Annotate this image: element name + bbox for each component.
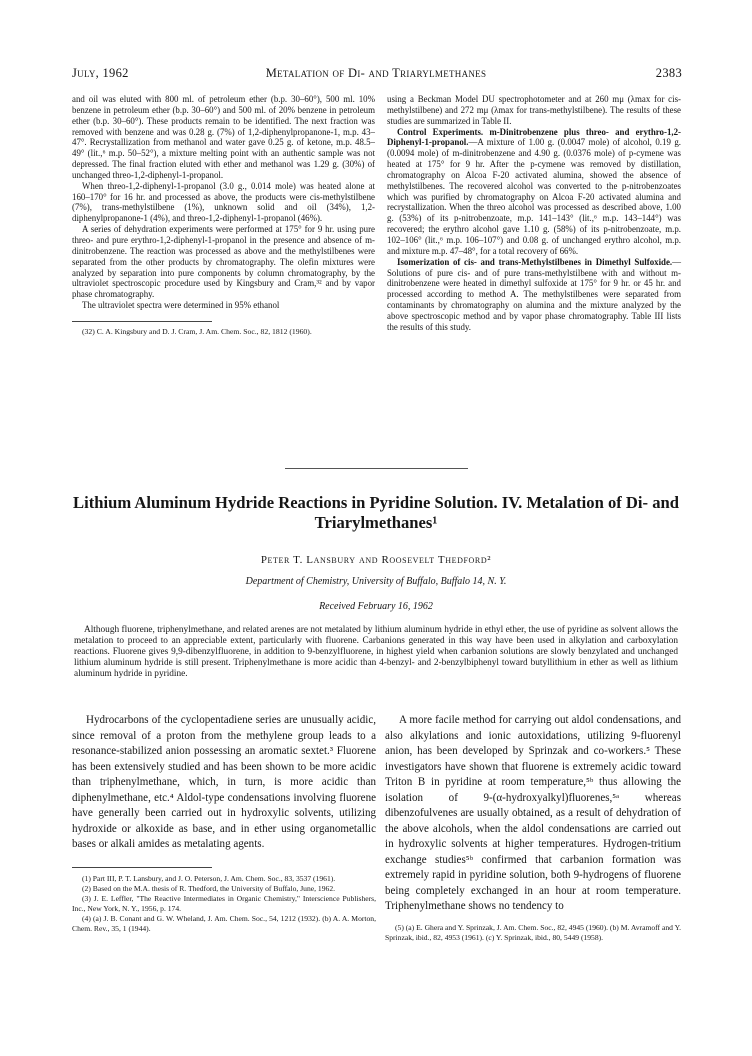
paragraph-text: —Solutions of pure cis- and of pure trans-methylstilbene with and without m-dinitrobenzene were heated in dimethyl sulfoxide at 175° for 9 hr. or 45 hr. and processed according to method A. The methylstilbenes were separated from contaminants by chromatography on alumina and the mixture analyzed by the above spectroscopic method and by vapor phase chromatography. Table III lists the results of this study. (387, 256, 681, 332)
section-heading: Isomerization of cis- and trans-Methylstilbenes in Dimethyl Sulfoxide. (397, 256, 673, 267)
paragraph-text: —A mixture of 1.00 g. (0.0047 mole) of alcohol, 0.19 g. (0.0094 mole) of m-dinitrobenzene and 4.90 g. (0.0376 mole) of p-cymene was heated at 175° for 9 hr. After the p-cymene was removed by distillation, chromatography on Alcoa F-20 activated alumina, showed the absence of methylstilbenes. The recovered alcohol was converted to the p-nitrobenzoates which was purified by chromatography on Alcoa F-20 activated alumina and recrystallization. When the threo alcohol was processed as described above, 1.00 g. (53%) of its p-nitrobenzoate, m.p. 141–143° (lit.,⁶ m.p. 143–144°) was recovered; the erythro alcohol gave 1.10 g. (58%) of its p-nitrobenzoate, m.p. 102–106° (lit.,⁶ m.p. 106–107°) and 0.08 g. of unchanged erythro alcohol, m.p. and mixture m.p. 47–48°, for a total recovery of 66%. (387, 137, 681, 256)
footnote-rule (72, 321, 212, 322)
article-abstract: Although fluorene, triphenylmethane, and related arenes are not metalated by lithium aluminum hydride in ethyl ether, the use of pyridine as solvent allows the metalation to proceed to an appreciable extent, particularly with fluorene. Carbanions generated in this way have been used in alkylation and carboxylation reactions. Fluorene gives 9,9-dibenzylfluorene, in addition to 9-benzylfluorene, in highest yield when carbanion solutions are slowly benzylated and unchanged lithium aluminum hydride is still present. Triphenylmethane is more acidic than 4-benzyl- and 2-benzylbiphenyl toward butyllithium in ether as well as lithium aluminum hydride in pyridine. (74, 625, 678, 680)
footnote: (2) Based on the M.A. thesis of R. Thedford, the University of Buffalo, June, 1962. (82, 883, 336, 893)
footnotes (385, 923, 681, 943)
paragraph: using a Beckman Model DU spectrophotometer and at 260 mμ (λmax for cis-methylstilbene) and 272 mμ (λmax for trans-methylstilbene). The results of these studies are summarized in Table II. (387, 94, 681, 126)
running-header-date: July, 1962 (72, 66, 129, 80)
footnotes (72, 874, 376, 934)
footnote: (1) Part III, P. T. Lansbury, and J. O. Peterson, J. Am. Chem. Soc., 83, 3537 (1961). (82, 873, 336, 883)
received-date: Received February 16, 1962 (319, 601, 433, 612)
article-affiliation: Department of Chemistry, University of Buffalo, Buffalo 14, N. Y. (245, 576, 507, 587)
paragraph: A series of dehydration experiments were performed at 175° for 9 hr. using pure threo- and pure erythro-1,2-diphenyl-1-propanol in the presence and absence of m-dinitrobenzene. The reaction was processed as above and the methylstilbenes were separated from the other products by chromatography. The olefin mixtures were analyzed by separation into pure components by column chromatography, by the ultraviolet spectroscopic procedure used by Kingsbury and Cram,³² and by vapor phase chromatography. (72, 224, 375, 300)
paragraph: and oil was eluted with 800 ml. of petroleum ether (b.p. 30–60°), 500 ml. 10% benzene in petroleum ether (b.p. 30–60°) and 500 ml. of 20% benzene in petroleum ether (b.p. 30–60°). These products remain to be identified. The next fraction was removed with benzene and was 0.28 g. (7%) of 1,2-diphenylpropanone-1, m.p. 43–47°. Recrystallization from methanol and water gave 0.25 g. of ketone, m.p. 48.5–49° (lit.,⁶ m.p. 50–52°), a mixture melting point with an authentic sample was not depressed. The final fraction eluted with ether and methanol was 1.29 g. (30%) of unchanged threo-1,2-diphenyl-1-propanol. (72, 94, 375, 180)
footnote: (4) (a) J. B. Conant and G. W. Wheland, J. Am. Chem. Soc., 54, 1212 (1932). (b) A. A. Morton, Chem. Rev., 35, 1 (1944). (72, 913, 376, 933)
footnote: (3) J. E. Leffler, "The Reactive Intermediates in Organic Chemistry," Interscience Publishers, Inc., New York, N. Y., 1956, p. 174. (72, 893, 376, 913)
previous-article-right-column (387, 94, 681, 333)
page-number: 2383 (655, 66, 682, 80)
article-title: Lithium Aluminum Hydride Reactions in Pyridine Solution. IV. Metalation of Di- and Triarylmethanes¹ (73, 493, 679, 532)
paragraph-control-experiments (387, 127, 681, 257)
article-authors: Peter T. Lansbury and Roosevelt Thedford² (260, 554, 492, 566)
footnote: (32) C. A. Kingsbury and D. J. Cram, J. Am. Chem. Soc., 82, 1812 (1960). (82, 326, 312, 336)
paragraph: The ultraviolet spectra were determined in 95% ethanol (82, 300, 280, 311)
footnote: (5) (a) E. Ghera and Y. Sprinzak, J. Am. Chem. Soc., 82, 4945 (1960). (b) M. Avramoff and Y. Sprinzak, ibid., 82, 4953 (1961). (c) Y. Sprinzak, ibid., 80, 5449 (1958). (385, 922, 681, 942)
article-divider (285, 468, 468, 469)
body-left-column (72, 713, 376, 934)
paragraph: When threo-1,2-diphenyl-1-propanol (3.0 g., 0.014 mole) was heated alone at 160–170° for 16 hr. and processed as above, the products were cis-methylstilbene (7%), trans-methylstilbene (1%), unknown solid and oil (34%), 1,2-diphenylpropanone-1 (4%), and threo-1,2-diphenyl-1-propanol (46%). (72, 180, 375, 224)
paragraph-isomerization (387, 257, 681, 333)
body-paragraph: A more facile method for carrying out aldol condensations, and also alkylations and ionic autoxidations, utilizing 9-fluorenyl anion, has been developed by Sprinzak and co-workers.⁵ These investigators have shown that fluorene is extremely acidic toward Triton B in pyridine at room temperature,⁵ᵇ thus allowing the isolation of 9-(α-hydroxyalkyl)fluorenes,⁵ᵃ whereas dibenzofulvenes are usually obtained, as a result of dehydration of the above alcohols, when the aldol condensations are carried out in hydroxylic solvents at higher temperatures. Hydrogen-tritium exchange studies⁵ᵇ confirmed that carbanion formation was extremely rapid in pyridine solution, both 9-hydrogens of fluorene being completely exchanged in an hour at room temperature. Triphenylmethane shows no tendency to (385, 714, 681, 913)
running-header-title: Metalation of Di- and Triarylmethanes (265, 66, 487, 80)
previous-article-left-column (72, 94, 375, 336)
section-heading: Control Experiments. m-Dinitrobenzene plus threo- and erythro-1,2-Diphenyl-1-propanol. (387, 126, 681, 148)
body-paragraph: Hydrocarbons of the cyclopentadiene series are unusually acidic, since removal of a proton from the methylene group leads to a resonance-stabilized anion possessing an aromatic sextet.³ Fluorene has been extensively studied and has been shown to be more acidic than triphenylmethane, which, in turn, is more acidic than diphenylmethane, etc.⁴ Aldol-type condensations involving fluorene have generally been carried out in hydroxylic solvents, utilizing hydroxide or alkoxide as base, and in ether using organometallic bases or alkali amides as metalating agents. (72, 714, 376, 851)
footnote-rule (72, 867, 212, 868)
body-right-column (385, 713, 681, 943)
